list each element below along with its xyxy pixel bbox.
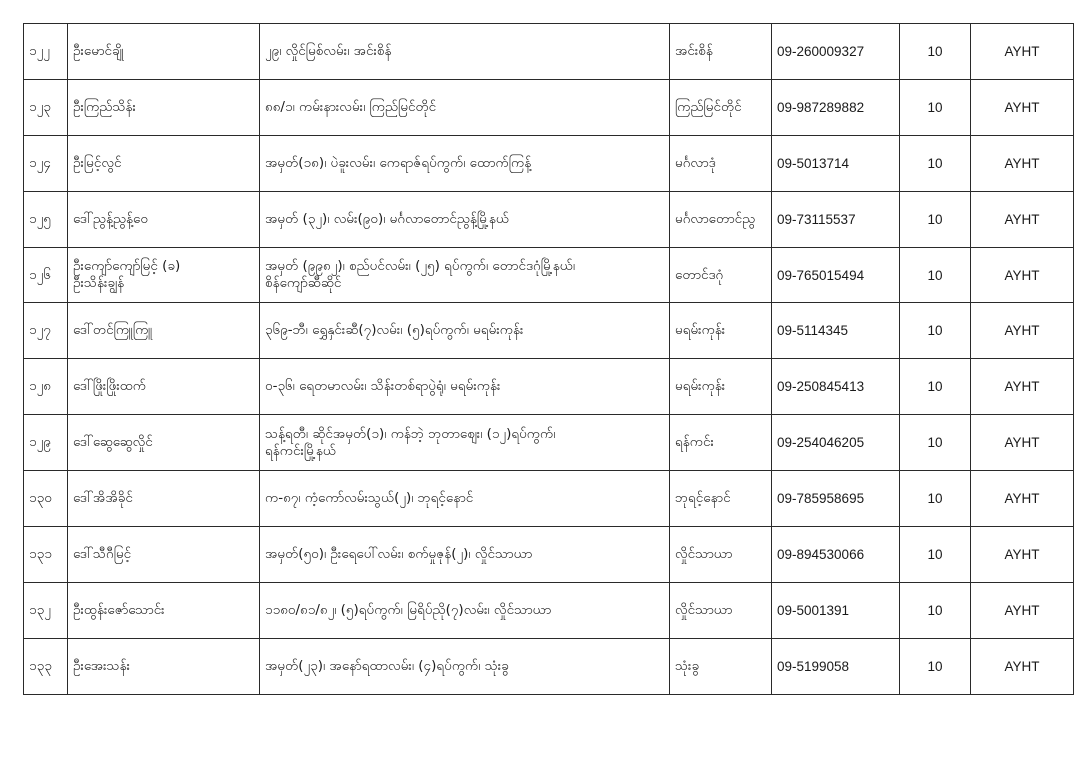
address xyxy=(260,247,670,303)
table-row xyxy=(24,527,1074,583)
records-table xyxy=(23,23,1074,695)
code: AYHT xyxy=(971,359,1074,415)
township: လှိုင်သာယာ xyxy=(670,582,772,638)
address-line: သန့်ရတီ၊ ဆိုင်အမှတ်(၁)၊ ကန်ဘဲ့ ဘုတာဈေး၊ (၁၂)ရပ်ကွက်၊ xyxy=(265,425,556,442)
township: ကြည်မြင်တိုင် xyxy=(670,79,772,135)
township: မင်္ဂလာဒုံ xyxy=(670,135,772,191)
quantity: 10 xyxy=(900,527,971,583)
township: ရန်ကင်း xyxy=(670,415,772,471)
person-name-line: ဦးထွန်းဇော်သောင်း xyxy=(73,601,165,618)
row-number: ၁၃၀ xyxy=(24,471,68,527)
table-row xyxy=(24,638,1074,694)
address xyxy=(260,527,670,583)
address xyxy=(260,135,670,191)
township: မရမ်းကုန်း xyxy=(670,359,772,415)
table-row xyxy=(24,191,1074,247)
row-number: ၁၂၅ xyxy=(24,191,68,247)
address xyxy=(260,471,670,527)
address xyxy=(260,638,670,694)
phone-number: 09-254046205 xyxy=(772,415,900,471)
township: တောင်ဒဂုံ xyxy=(670,247,772,303)
phone-number: 09-5199058 xyxy=(772,638,900,694)
person-name-line: ဒေါ်တင်ကြူကြူ xyxy=(73,322,153,339)
quantity: 10 xyxy=(900,24,971,80)
address-line: ၁၁၈၀/၈၁/၈၂၊ (၅)ရပ်ကွက်၊ မြရိပ်ညို(၇)လမ်း၊ လှိုင်သာယာ xyxy=(265,601,552,618)
phone-number: 09-785958695 xyxy=(772,471,900,527)
table-row xyxy=(24,415,1074,471)
code: AYHT xyxy=(971,303,1074,359)
person-name-line: ဦးမောင်ချို xyxy=(73,42,124,59)
row-number: ၁၂၈ xyxy=(24,359,68,415)
code: AYHT xyxy=(971,527,1074,583)
code: AYHT xyxy=(971,247,1074,303)
table-row xyxy=(24,471,1074,527)
table-row xyxy=(24,135,1074,191)
table-row xyxy=(24,247,1074,303)
table-row xyxy=(24,303,1074,359)
person-name xyxy=(68,359,260,415)
quantity: 10 xyxy=(900,247,971,303)
code: AYHT xyxy=(971,191,1074,247)
phone-number: 09-894530066 xyxy=(772,527,900,583)
person-name-line: ဒေါ်ညွန့်ညွန့်ဝေ xyxy=(73,210,148,227)
address xyxy=(260,24,670,80)
quantity: 10 xyxy=(900,582,971,638)
address-line: အမှတ် (၃၂)၊ လမ်း(၉၀)၊ မင်္ဂလာတောင်ညွန့်မြို့နယ် xyxy=(265,210,510,227)
person-name xyxy=(68,638,260,694)
row-number: ၁၂၄ xyxy=(24,135,68,191)
person-name-line: ဒေါ်သီဂီမြင့် xyxy=(73,545,132,562)
address xyxy=(260,79,670,135)
quantity: 10 xyxy=(900,303,971,359)
township: ဘုရင့်နောင် xyxy=(670,471,772,527)
address-line: အမှတ်(၂၃)၊ အနော်ရထာလမ်း၊ (၄)ရပ်ကွက်၊ သုံးခွ xyxy=(265,657,509,674)
person-name-line: ဒေါ်ဆွေဆွေလှိုင် xyxy=(73,434,153,451)
phone-number: 09-987289882 xyxy=(772,79,900,135)
person-name xyxy=(68,527,260,583)
phone-number: 09-5001391 xyxy=(772,582,900,638)
address xyxy=(260,582,670,638)
person-name xyxy=(68,24,260,80)
address-line: အမှတ် (၉၉၈၂)၊ စည်ပင်လမ်း၊ (၂၅) ရပ်ကွက်၊ တောင်ဒဂုံမြို့နယ်၊ xyxy=(265,258,575,274)
code: AYHT xyxy=(971,135,1074,191)
person-name-line: ဦးကျော်ကျော်မြင့် (ခ) xyxy=(73,258,181,274)
person-name xyxy=(68,247,260,303)
address-line: က-၈၇၊ ကံ့ကော်လမ်းသွယ်(၂)၊ ဘုရင့်နောင် xyxy=(265,490,474,507)
person-name-line: ဦးကြည်သိန်း xyxy=(73,98,136,115)
person-name xyxy=(68,79,260,135)
row-number: ၁၃၂ xyxy=(24,582,68,638)
row-number: ၁၂၂ xyxy=(24,24,68,80)
address-line: ရန်ကင်းမြို့နယ် xyxy=(265,442,337,459)
row-number: ၁၃၃ xyxy=(24,638,68,694)
address-line: ၂၉၊ လှိုင်မြစ်လမ်း၊ အင်းစိန် xyxy=(265,42,392,59)
person-name-line: ဒေါ်အိအိခိုင် xyxy=(73,490,133,507)
quantity: 10 xyxy=(900,471,971,527)
phone-number: 09-260009327 xyxy=(772,24,900,80)
code: AYHT xyxy=(971,415,1074,471)
person-name xyxy=(68,415,260,471)
quantity: 10 xyxy=(900,638,971,694)
address xyxy=(260,303,670,359)
row-number: ၁၂၇ xyxy=(24,303,68,359)
records-table-body xyxy=(24,24,1074,695)
quantity: 10 xyxy=(900,135,971,191)
person-name xyxy=(68,582,260,638)
address xyxy=(260,359,670,415)
phone-number: 09-765015494 xyxy=(772,247,900,303)
person-name xyxy=(68,135,260,191)
township: အင်းစိန် xyxy=(670,24,772,80)
person-name xyxy=(68,191,260,247)
row-number: ၁၂၉ xyxy=(24,415,68,471)
table-row xyxy=(24,79,1074,135)
row-number: ၁၂၃ xyxy=(24,79,68,135)
code: AYHT xyxy=(971,24,1074,80)
address-line: စိန်ကျော်ဆီဆိုင် xyxy=(265,275,342,291)
quantity: 10 xyxy=(900,191,971,247)
code: AYHT xyxy=(971,471,1074,527)
page-top-margin xyxy=(0,0,1080,24)
person-name-line: ဦးအေးသန်း xyxy=(73,657,131,674)
township: မင်္ဂလာတောင်ညွ xyxy=(670,191,772,247)
phone-number: 09-5013714 xyxy=(772,135,900,191)
address-line: ၀-၃၆၊ ရေတမာလမ်း၊ သိန်းတစ်ရာပွဲရုံ၊ မရမ်းကုန်း xyxy=(265,378,501,395)
row-number: ၁၃၁ xyxy=(24,527,68,583)
person-name-line: ဦးမြင့်လွင် xyxy=(73,154,122,171)
address-line: အမှတ်(၁၈)၊ ပဲခူးလမ်း၊ ကေရာဇ်ရပ်ကွက်၊ ထောက်ကြန့် xyxy=(265,154,532,171)
table-row xyxy=(24,24,1074,80)
row-number: ၁၂၆ xyxy=(24,247,68,303)
person-name-line: ဒေါ်ဖြိုးဖြိုးထက် xyxy=(73,378,147,395)
address-line: အမှတ်(၅၀)၊ ဦးရေပေါ်လမ်း၊ စက်မှုဇုန်(၂)၊ လှိုင်သာယာ xyxy=(265,545,533,562)
person-name xyxy=(68,303,260,359)
quantity: 10 xyxy=(900,359,971,415)
address-line: ၈၈/၁၊ ကမ်းနားလမ်း၊ ကြည်မြင်တိုင် xyxy=(265,98,437,115)
code: AYHT xyxy=(971,582,1074,638)
township: လှိုင်သာယာ xyxy=(670,527,772,583)
code: AYHT xyxy=(971,638,1074,694)
table-row xyxy=(24,582,1074,638)
person-name-line: ဦးသိန်းချွန် xyxy=(73,275,125,291)
township: မရမ်းကုန်း xyxy=(670,303,772,359)
code: AYHT xyxy=(971,79,1074,135)
phone-number: 09-5114345 xyxy=(772,303,900,359)
table-row xyxy=(24,359,1074,415)
address xyxy=(260,415,670,471)
address xyxy=(260,191,670,247)
township: သုံးခွ xyxy=(670,638,772,694)
phone-number: 09-250845413 xyxy=(772,359,900,415)
phone-number: 09-73115537 xyxy=(772,191,900,247)
quantity: 10 xyxy=(900,79,971,135)
person-name xyxy=(68,471,260,527)
quantity: 10 xyxy=(900,415,971,471)
address-line: ၃၆၉-ဘီ၊ ရွှေနှင်းဆီ(၇)လမ်း၊ (၅)ရပ်ကွက်၊ မရမ်းကုန်း xyxy=(265,322,524,339)
